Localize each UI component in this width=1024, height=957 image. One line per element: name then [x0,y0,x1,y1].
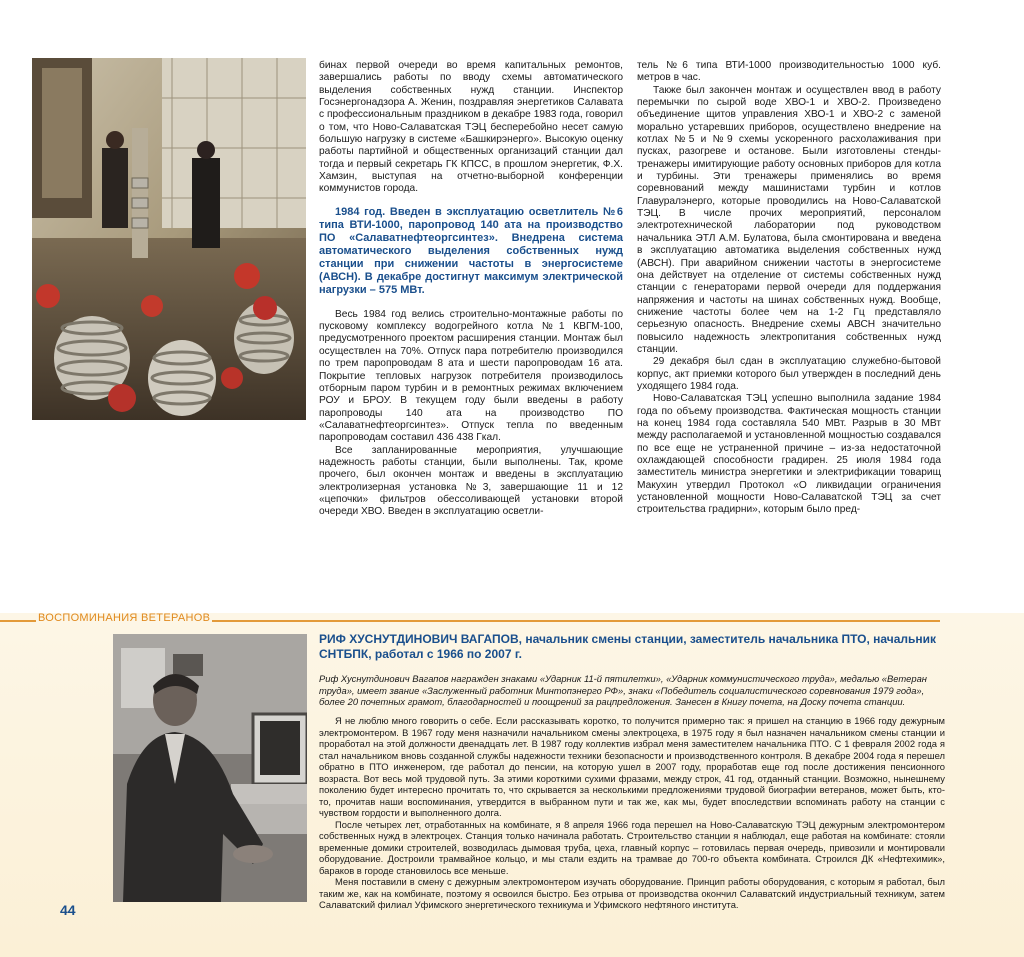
section-rule-left [0,620,36,622]
text-column-1 [319,60,623,519]
veteran-portrait [113,634,307,902]
paragraph: бинах первой очереди во время капитальных ремонтов, завершались работы по вводу схемы автоматического выделения собственных нужд станции. Инспектор Госэнергонадзора А. Женин, поздравляя энергетиков Салавата с профессиональным праздником в декабре 1983 года, говорил о том, что Ново-Салаватская ТЭЦ бесперебойно несет самую большую нагрузку в системе «Башкирэнерго». Высокую оценку работы партийной и общественных организаций станции дал тогда и первый секретарь ГК КПСС, в прошлом энергетик, Ф.Х. Хамзин, выступая на отчетно-выборной конференции коммунистов города. [319,60,623,195]
paragraph: Также был закончен монтаж и осуществлен ввод в работу перемычки по сырой воде ХВО-1 и ХВО-2. Произведено объединение щитов управления ХВО-1 и ХВО-2 с заменой морально устаревших приборов, осуществлено внедрение на котлах №5 и №9 схемы ускоренного расхолаживания при пусках, разогреве и останове. Были изготовлены стенды-тренажеры имитирующие работу основных приборов для котла и турбины. Эти тренажеры применялись во время соревнований между машинистами турбин и котлов Главуралэнерго, которые проводились на Ново-Салаватской ТЭЦ. В числе прочих мероприятий, персоналом электротехнической лаборатории под руководством начальника ЭТЛ А.М. Булатова, была смонтирована и введена в эксплуатацию автоматика выделения собственных нужд (АВСН). При аварийном снижении частоты в энергосистеме она действует на отделение от системы собственных нужд станции с генераторами первой очереди для поддержания напряжения и частоты на шинах собственных нужд. Вообще, снижение частоты более чем на 1-2 Гц представляло серьезную опасность. Внедрение схемы АВСН значительно повысило надежность электропитания собственных нужд станции. [637,84,941,355]
veteran-story [319,715,945,911]
industrial-photo [32,58,306,420]
veteran-heading: РИФ ХУСНУТДИНОВИЧ ВАГАПОВ, начальник смены станции, заместитель начальника ПТО, начальник СНТБПК, работал с 1966 по 2007 г. [319,632,937,661]
paragraph: Меня поставили в смену с дежурным электромонтером изучать оборудование. Принцип работы оборудования, с которым я работал, был таким же, как на комбинате, поэтому я освоился быстро. Без отрыва от производства окончил Салаватский индустриальный техникум, затем Салаватский филиал Уфимского энергетического техникума и Уфимского нефтяного института. [319,876,945,910]
paragraph: Все запланированные мероприятия, улучшающие надежность работы станции, были выполнены. Так, кроме прочего, был окончен монтаж и введены в эксплуатацию электролизерная установка №3, завершающие 11 и 12 «цепочки» фильтров обессоливающей установки второй очереди ХВО. Введен в эксплуатацию осветли- [319,444,623,518]
section-title: ВОСПОМИНАНИЯ ВЕТЕРАНОВ [38,612,211,624]
paragraph: тель №6 типа ВТИ-1000 производительностью 1000 куб. метров в час. [637,60,941,84]
page-number: 44 [60,902,76,918]
year-highlight: 1984 год. Введен в эксплуатацию осветлитель №6 типа ВТИ-1000, паропровод 140 ата на производство ПО «Салаватнефтеоргсинтез». Внедрена система автоматического выделения собственных нужд станции при снижении частоты в энергосистеме (АВСН). В декабре достигнут максимум электрической нагрузки – 575 МВт. [319,205,623,296]
paragraph: Я не люблю много говорить о себе. Если рассказывать коротко, то получится примерно так: я пришел на станцию в 1966 году дежурным электромонтером. В 1967 году меня назначили начальником смены электроцеха, в 1975 году я был назначен начальником смены станции и проработал на этой должности двенадцать лет. В 1987 году коллектив избрал меня заместителем начальника ПТО. С 1 февраля 2002 года я стал начальником вновь созданной службы надежности техники безопасности и производственного контроля. В декабре 2004 года я перешел обратно в ПТО инженером, где работал до пенсии, на которую ушел в 2007 году, проработав еще год после достижения пенсионного возраста. Вот весь мой трудовой путь. За этими короткими сухими фразами, между строк, 41 год, отданный станции. Возможно, нынешнему поколению будет интересно прочитать то, что скрывается за несколькими предложениями трудовой биографии ветеранов, может быть, кто-то, прочитав наши воспоминания, утвердится в выбранном пути и так же, как мы, будет впоследствии вспоминать работу на станции с чувством гордости и выполненного долга. [319,715,945,818]
veteran-awards: Риф Хуснутдинович Вагапов награжден знаками «Ударник 11-й пятилетки», «Ударник коммунистического труда», медалью «Ветеран труда», имеет звание «Заслуженный работник Минтопэнерго РФ», знаки «Победитель социалистического соревнования 1979 года», более 20 почетных грамот, благодарностей и поощрений за рацпредложения. Занесен в Книгу почета, на Доску почета станции. [319,673,927,708]
paragraph: Ново-Салаватская ТЭЦ успешно выполнила задание 1984 года по объему производства. Фактическая мощность станции на конец 1984 года составляла 540 МВт. Разрыв в 30 МВт между располагаемой и установленной мощностью создавался по все еще не устраненной причине – из-за недостаточной охлаждающей способности градирен. 25 июля 1984 года заместитель министра энергетики и электрификации товарищ Макухин утвердил Протокол «О ликвидации ограничения установленной мощности Ново-Салаватской ТЭЦ за счет строительства градирни», которым было пред- [637,393,941,516]
paragraph: Весь 1984 год велись строительно-монтажные работы по пусковому комплексу водогрейного котла №1 КВГМ-100, предусмотренного проектом расширения станции. Монтаж был осуществлен на 70%. Отпуск пара потребителю производился по трем паропроводам 8 ата и шести паропроводам 16 ата. Покрытие тепловых нагрузок потребителя производилось отборным паром турбин и в ремонтных режимах включением РОУ и БРОУ. В текущем году были введены в работу паропроводы 140 ата на производство ПО «Салаватнефтеоргсинтез». Отпуск тепла по введенным паропроводам составил 436 438 Гкал. [319,308,623,444]
paragraph: После четырех лет, отработанных на комбинате, я 8 апреля 1966 года перешел на Ново-Салаватскую ТЭЦ дежурным электромонтером собственных нужд в электроцех. Станция только начинала работать. Строительство станции я наблюдал, еще работая на комбинате: стояли временные домики строителей, возводилась дымовая труба, цеха, главный корпус – готовилась первая очередь, привозили и монтировали оборудование. Достроили трамвайное кольцо, и мы стали ездить на трамвае до 700-го объекта комбината. Строился ДК «Нефтехимик», бараков в городе становилось все меньше. [319,818,945,876]
section-rule [212,620,940,622]
paragraph: 29 декабря был сдан в эксплуатацию служебно-бытовой корпус, акт приемки которого был утвержден в последний день уходящего 1984 года. [637,356,941,392]
text-column-2 [637,60,941,517]
